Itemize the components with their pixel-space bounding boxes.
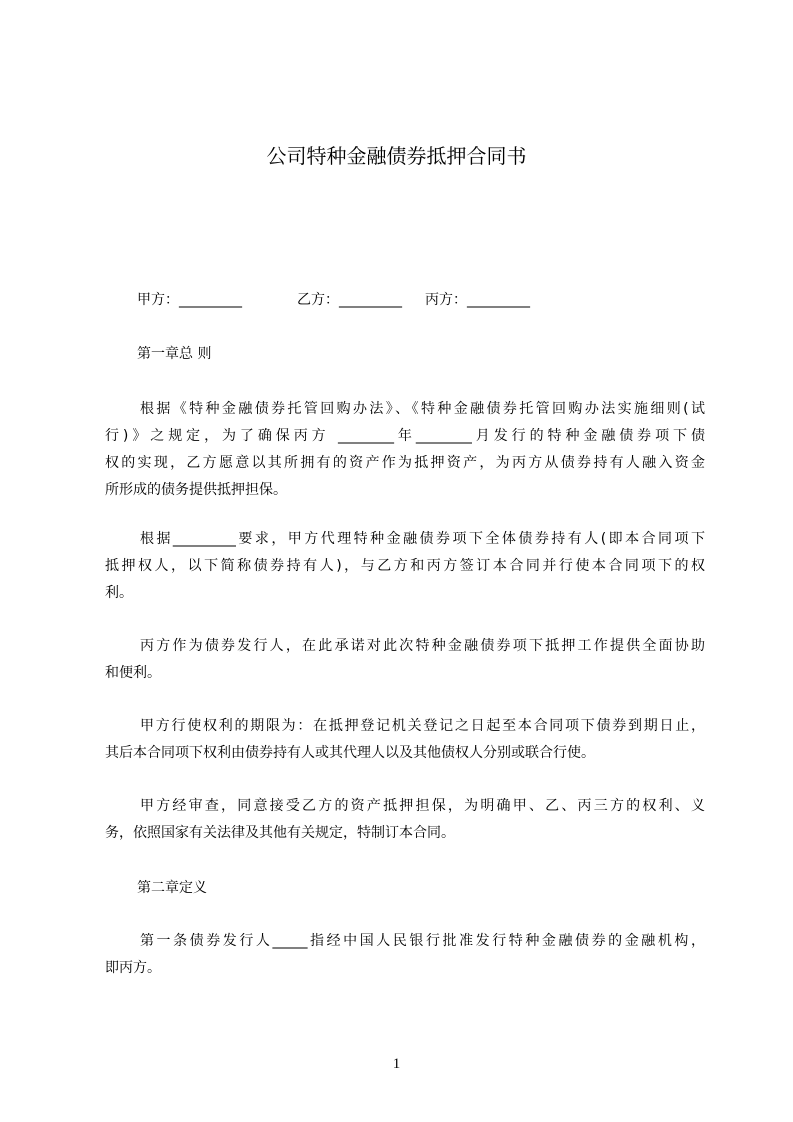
paragraph-line: 和便利。: [105, 665, 161, 681]
paragraph-line: 所形成的债务提供抵押担保。: [105, 482, 287, 498]
parties-line: [137, 289, 530, 311]
paragraph-1: [105, 396, 705, 504]
paragraph-2: [105, 526, 705, 607]
chapter-1-heading: 第一章总 则: [137, 346, 212, 362]
party-c: 丙方：_________: [425, 292, 530, 308]
chapter-2-heading: 第二章定义: [137, 880, 207, 896]
paragraph-line: 利。: [105, 585, 133, 601]
party-b: 乙方：_________: [297, 292, 402, 308]
paragraph-5: [105, 793, 705, 847]
paragraph-line: 权的实现，乙方愿意以其所拥有的资产作为抵押资产，为丙方从债券持有人融入资金: [105, 455, 705, 471]
paragraph-line: 其后本合同项下权利由债券持有人或其代理人以及其他债权人分别或联合行使。: [105, 745, 595, 761]
paragraph-3: [105, 633, 705, 687]
paragraph-line: 第一条债券发行人_____指经中国人民银行批准发行特种金融债券的金融机构，: [140, 933, 705, 949]
party-a: 甲方：_________: [137, 292, 242, 308]
paragraph-line: 甲方行使权利的期限为：在抵押登记机关登记之日起至本合同项下债券到期日止，: [140, 718, 705, 734]
document-title: 公司特种金融债券抵押合同书: [266, 144, 527, 168]
paragraph-line: 甲方经审查，同意接受乙方的资产抵押担保，为明确甲、乙、丙三方的权利、义: [140, 798, 705, 814]
paragraph-line: 丙方作为债券发行人，在此承诺对此次特种金融债券项下抵押工作提供全面协助: [140, 638, 705, 654]
paragraph-line: 根据_________要求，甲方代理特种金融债券项下全体债券持有人(即本合同项下: [140, 531, 705, 547]
page-number: 1: [392, 1056, 401, 1072]
paragraph-line: 根据《特种金融债券托管回购办法》、《特种金融债券托管回购办法实施细则(试: [140, 401, 705, 417]
paragraph-6: [105, 928, 705, 982]
paragraph-line: 务，依照国家有关法律及其他有关规定，特制订本合同。: [105, 825, 455, 841]
paragraph-line: 抵押权人，以下简称债券持有人)，与乙方和丙方签订本合同并行使本合同项下的权: [105, 558, 705, 574]
paragraph-4: [105, 713, 705, 767]
paragraph-line: 行)》之规定，为了确保丙方 ________年________月发行的特种金融债券项下债: [105, 428, 705, 444]
paragraph-line: 即丙方。: [105, 960, 161, 976]
